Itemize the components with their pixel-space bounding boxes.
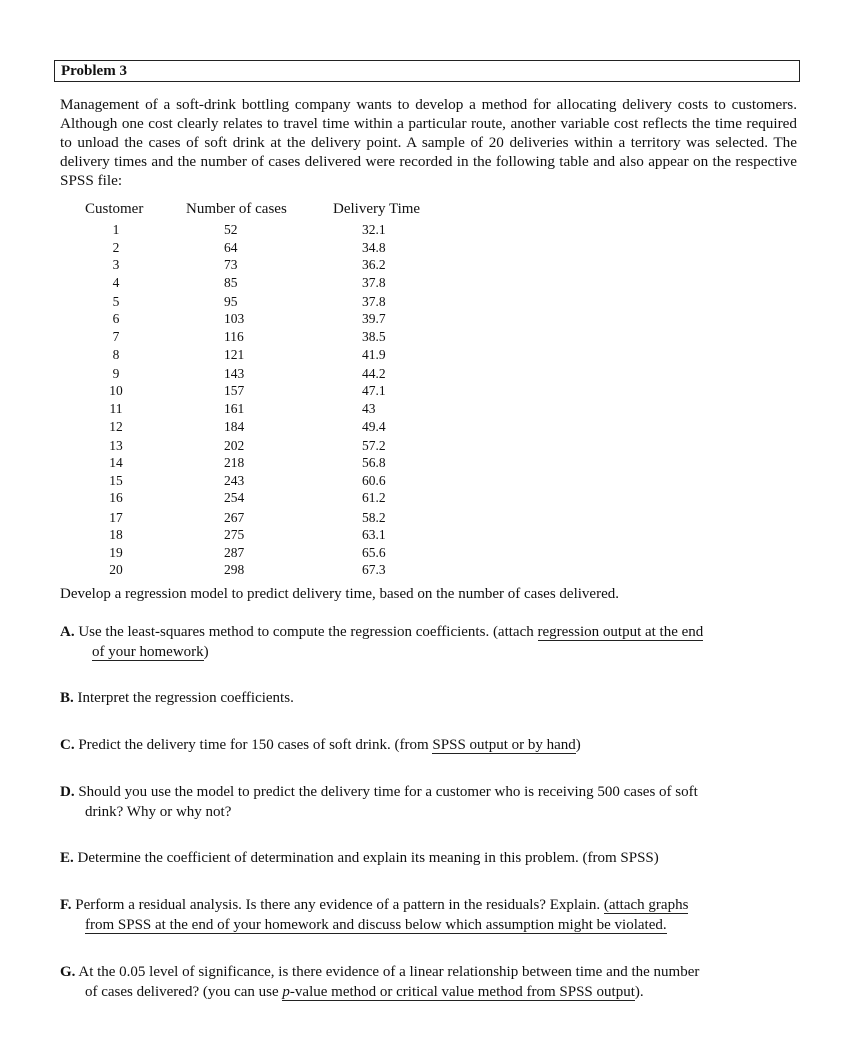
cell-cases: 95 [224, 293, 238, 309]
cell-cases: 143 [224, 365, 245, 381]
question-tail: ) [575, 737, 581, 753]
table-row [84, 472, 444, 490]
table-row [84, 239, 444, 257]
data-table [84, 199, 444, 579]
table-row [84, 489, 444, 507]
cell-customer: 2 [112, 239, 120, 255]
cell-delivery-time: 36.2 [362, 257, 386, 273]
intro-paragraph: Management of a soft-drink bottling company wants to develop a method for allocating delivery costs to customers. Although one cost clearly relates to travel time within a particular route, another variable cost reflects the time required to unload the cases of soft drink at the delivery point. A sample of 20 deliveries within a territory was selected. The delivery times and the number of cases delivered were recorded in the following table and also appear on the respective SPSS file: [60, 96, 797, 189]
cell-customer: 4 [112, 274, 120, 290]
cell-delivery-time: 63.1 [362, 527, 386, 543]
table-row [84, 418, 444, 436]
question-link: (attach graphs [603, 897, 689, 913]
table-row [84, 328, 444, 346]
table-row [84, 544, 444, 562]
cell-cases: 121 [224, 346, 245, 362]
table-row [84, 526, 444, 544]
cell-customer: 16 [109, 490, 123, 506]
cell-cases: 275 [224, 527, 245, 543]
question-text-cont: drink? Why or why not? [85, 804, 232, 820]
cell-customer: 10 [109, 383, 123, 399]
header-customer: Customer [85, 201, 144, 217]
question-link: SPSS output or by hand [432, 737, 576, 753]
question-text: Use the least-squares method to compute the regression coefficients. (attach [78, 624, 538, 640]
cell-cases: 73 [224, 257, 238, 273]
cell-cases: 243 [224, 472, 245, 488]
cell-cases: 116 [224, 329, 244, 345]
table-row [84, 221, 444, 239]
cell-customer: 18 [109, 527, 123, 543]
question-text: Interpret the regression coefficients. [77, 690, 294, 706]
question-link: from SPSS at the end of your homework and discuss below which assumption might be violated. [85, 917, 667, 933]
question-tail: ) [203, 644, 209, 660]
cell-customer: 14 [109, 455, 123, 471]
table-row [84, 382, 444, 400]
question-letter: B. [60, 690, 74, 706]
table-row [84, 293, 444, 311]
table-row [84, 561, 444, 579]
question-link: of your homework [92, 644, 204, 660]
cell-customer: 8 [112, 346, 120, 362]
cell-customer: 19 [109, 544, 123, 560]
question-e [60, 848, 798, 868]
table-row [84, 365, 444, 383]
question-text: At the 0.05 level of significance, is there evidence of a linear relationship between time and the number [78, 964, 700, 980]
header-delivery-time: Delivery Time [333, 201, 421, 217]
question-d [60, 782, 798, 822]
cell-delivery-time: 61.2 [362, 490, 386, 506]
table-row [84, 400, 444, 418]
cell-customer: 5 [112, 293, 120, 309]
question-tail: ). [634, 984, 644, 1000]
cell-cases: 267 [224, 509, 245, 525]
cell-delivery-time: 65.6 [362, 544, 386, 560]
cell-cases: 298 [224, 562, 245, 578]
cell-cases: 161 [224, 400, 245, 416]
table-row [84, 437, 444, 455]
cell-customer: 15 [109, 472, 123, 488]
table-row [84, 509, 444, 527]
header-cases: Number of cases [186, 201, 287, 217]
cell-delivery-time: 37.8 [362, 274, 386, 290]
cell-delivery-time: 58.2 [362, 509, 386, 525]
cell-cases: 103 [224, 311, 245, 327]
table-header [84, 199, 444, 221]
table-row [84, 310, 444, 328]
cell-customer: 1 [112, 222, 120, 237]
question-letter: D. [60, 784, 75, 800]
question-g [60, 962, 798, 1002]
table-row [84, 454, 444, 472]
question-letter: G. [60, 964, 76, 980]
cell-customer: 13 [109, 437, 123, 453]
cell-customer: 7 [112, 329, 120, 345]
cell-customer: 20 [109, 562, 123, 578]
problem-title: Problem 3 [54, 60, 800, 82]
cell-cases: 157 [224, 383, 245, 399]
cell-delivery-time: 32.1 [362, 222, 386, 237]
table-row [84, 256, 444, 274]
cell-delivery-time: 67.3 [362, 562, 386, 578]
question-f [60, 895, 798, 935]
cell-delivery-time: 56.8 [362, 455, 386, 471]
cell-cases: 184 [224, 418, 245, 434]
question-text: Should you use the model to predict the delivery time for a customer who is receiving 500 cases of soft [78, 784, 698, 800]
question-text: Predict the delivery time for 150 cases of soft drink. (from [78, 737, 433, 753]
cell-cases: 202 [224, 437, 245, 453]
lead-sentence: Develop a regression model to predict delivery time, based on the number of cases delivered. [60, 586, 619, 602]
cell-customer: 12 [109, 418, 123, 434]
cell-delivery-time: 38.5 [362, 329, 386, 345]
cell-delivery-time: 44.2 [362, 365, 386, 381]
question-link: regression output at the end [537, 624, 704, 640]
cell-customer: 3 [112, 257, 120, 273]
question-text-cont: of cases delivered? (you can use [85, 984, 283, 1000]
cell-delivery-time: 34.8 [362, 239, 386, 255]
question-text: Perform a residual analysis. Is there any evidence of a pattern in the residuals? Explain. [75, 897, 604, 913]
cell-delivery-time: 60.6 [362, 472, 386, 488]
cell-delivery-time: 37.8 [362, 293, 386, 309]
cell-customer: 6 [112, 311, 120, 327]
cell-cases: 254 [224, 490, 245, 506]
cell-customer: 9 [112, 365, 120, 381]
cell-cases: 218 [224, 455, 245, 471]
table-row [84, 346, 444, 364]
table-row [84, 274, 444, 292]
question-b [60, 688, 798, 708]
cell-delivery-time: 49.4 [362, 418, 386, 434]
cell-delivery-time: 47.1 [362, 383, 386, 399]
cell-cases: 85 [224, 274, 238, 290]
p-italic: p [282, 984, 290, 1000]
question-link: -value method or critical value method from SPSS output [289, 984, 635, 1000]
question-letter: C. [60, 737, 75, 753]
table-body [84, 221, 444, 579]
question-text: Determine the coefficient of determination and explain its meaning in this problem. (from SPSS) [77, 850, 659, 866]
cell-cases: 287 [224, 544, 245, 560]
question-c [60, 735, 798, 755]
cell-cases: 64 [224, 239, 238, 255]
question-letter: E. [60, 850, 74, 866]
question-letter: A. [60, 624, 75, 640]
cell-delivery-time: 43 [362, 400, 376, 416]
cell-delivery-time: 57.2 [362, 437, 386, 453]
cell-customer: 11 [109, 400, 123, 416]
cell-delivery-time: 41.9 [362, 346, 386, 362]
cell-delivery-time: 39.7 [362, 311, 386, 327]
cell-cases: 52 [224, 222, 238, 237]
question-letter: F. [60, 897, 72, 913]
cell-customer: 17 [109, 509, 123, 525]
question-a [60, 622, 798, 662]
